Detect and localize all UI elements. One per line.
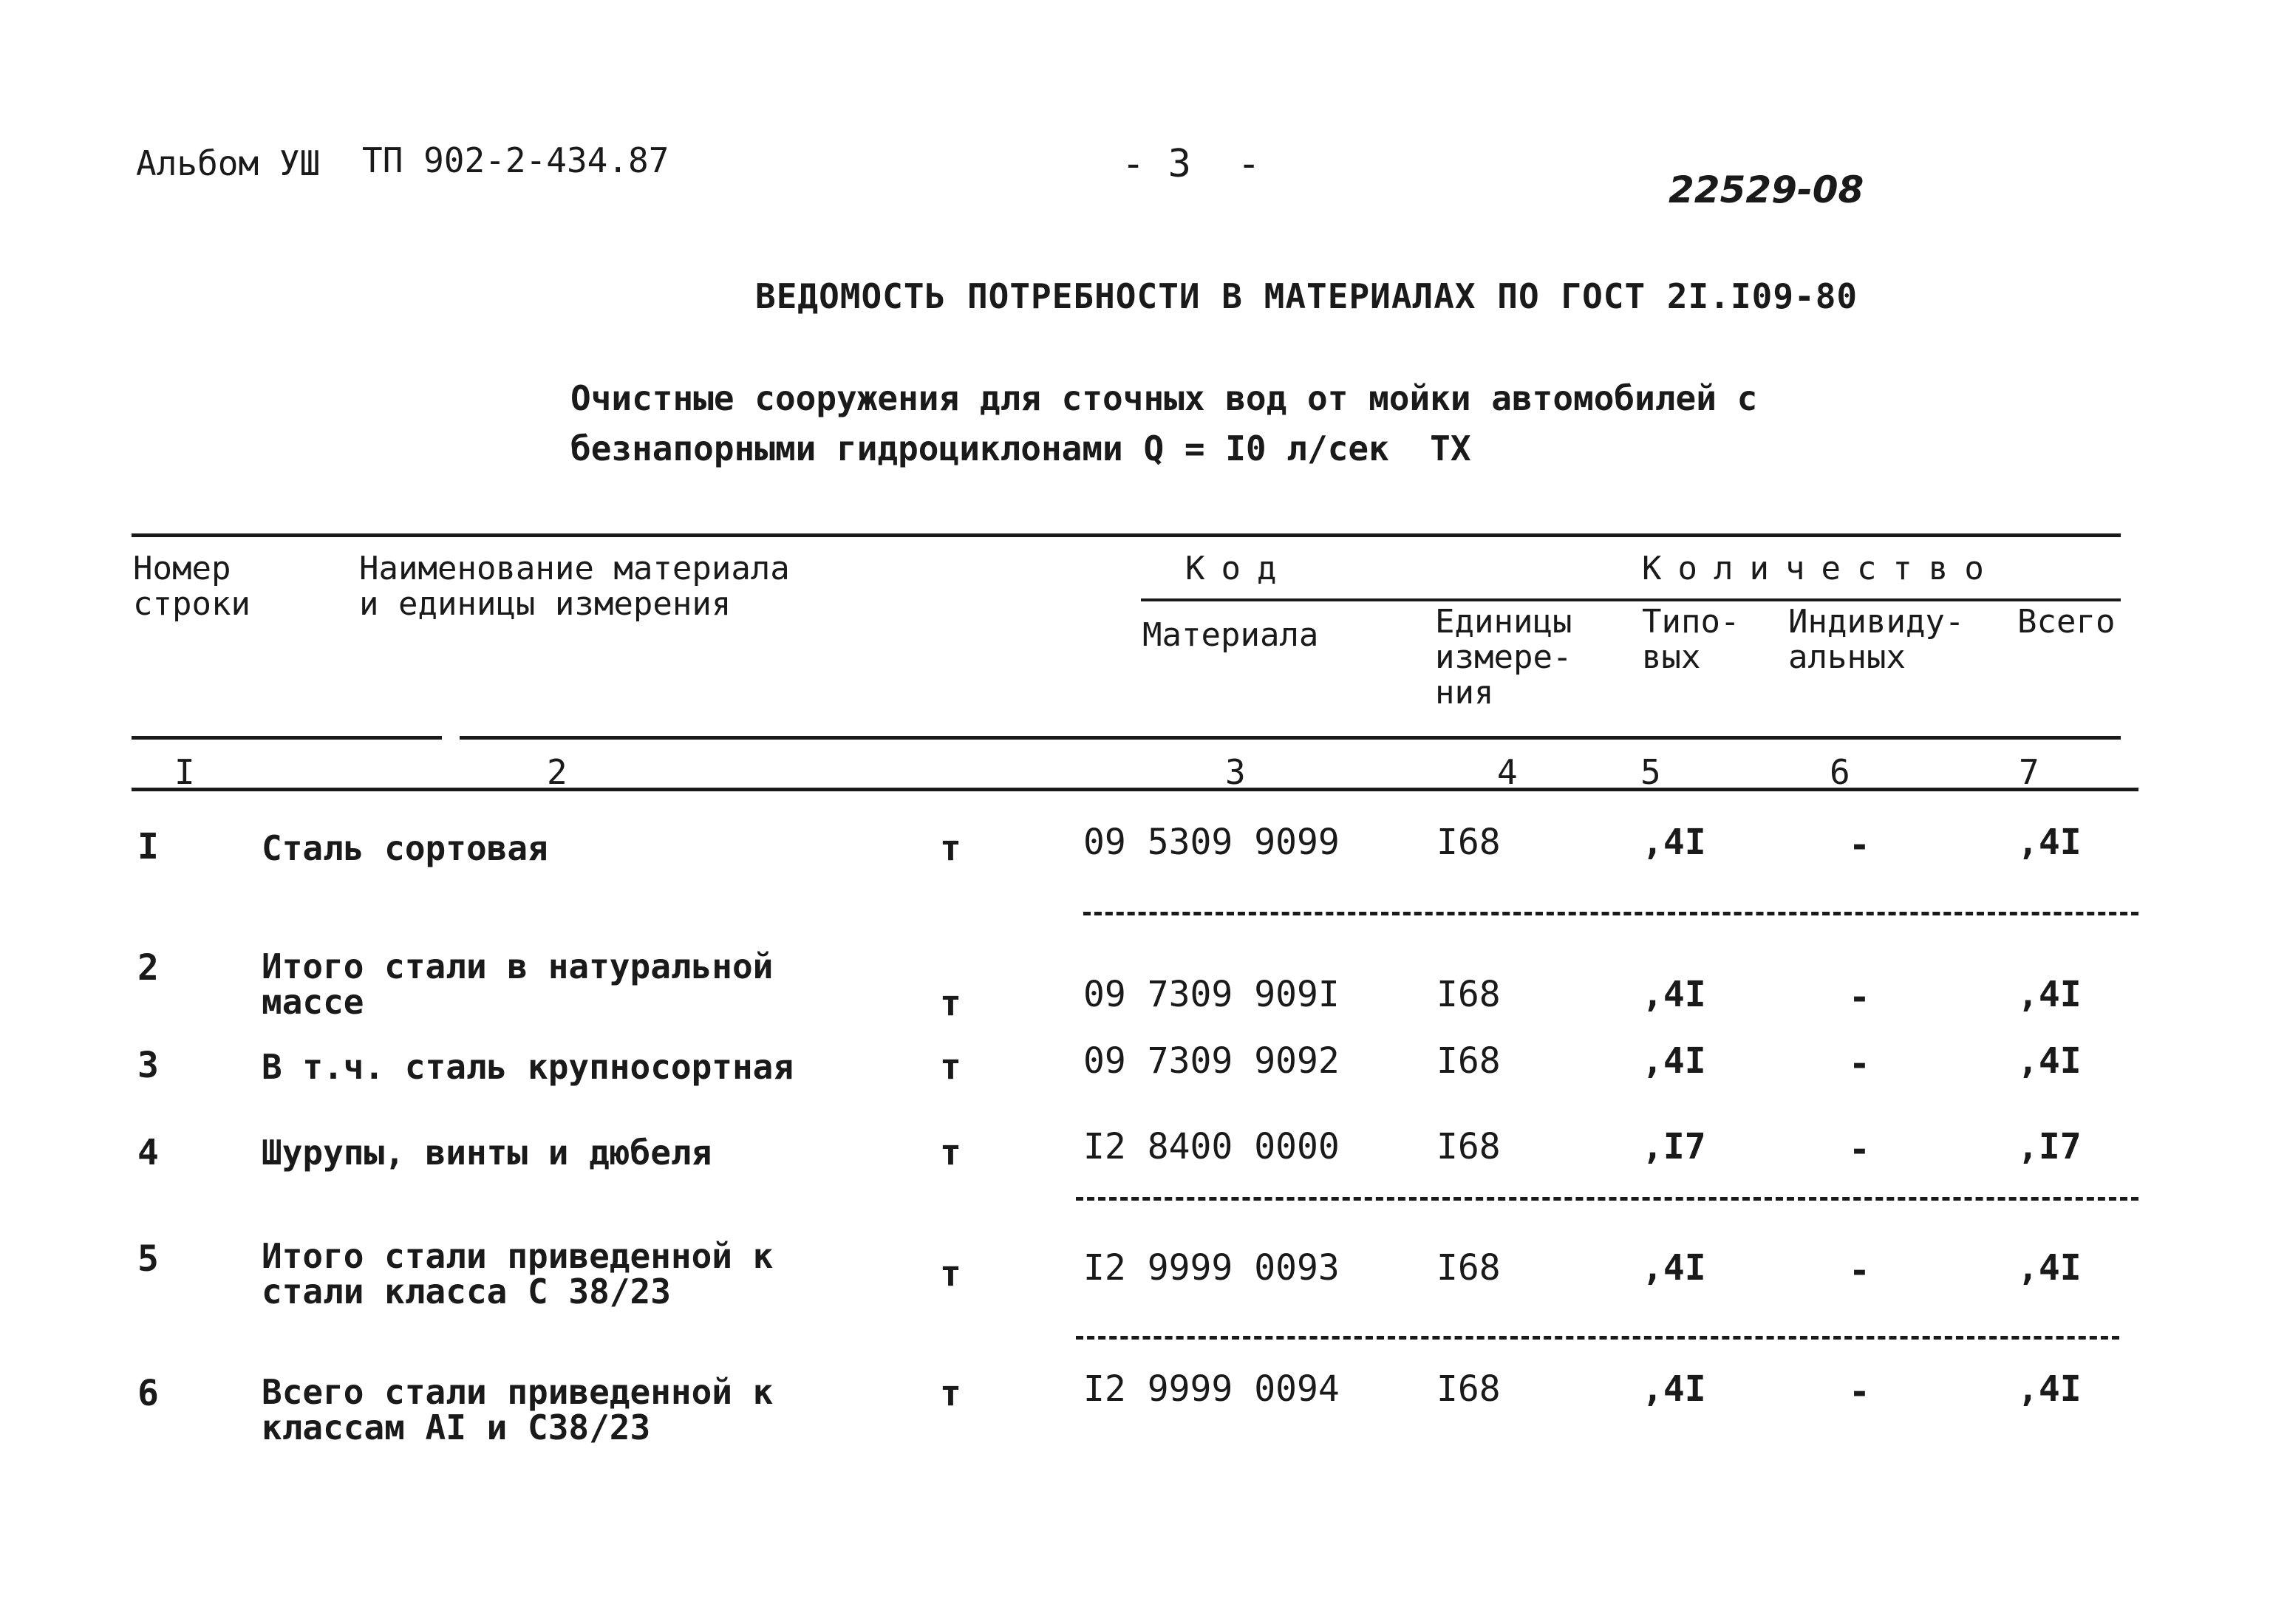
header-name: Наименование материала и единицы измерения xyxy=(359,550,790,623)
page-title: ВЕДОМОСТЬ ПОТРЕБНОСТИ В МАТЕРИАЛАХ ПО ГОСТ 2I.I09-80 xyxy=(755,276,1858,316)
material-name: Сталь сортовая xyxy=(262,828,548,868)
header-code: Код xyxy=(1185,550,1293,587)
unit: т xyxy=(940,1046,961,1088)
header-code-unit: Единицы измере- ния xyxy=(1435,603,1572,712)
material-code: I2 9999 0094 xyxy=(1083,1368,1340,1410)
unit: т xyxy=(940,828,961,869)
row-number: 5 xyxy=(137,1238,159,1280)
qty-individual: - xyxy=(1849,1043,1870,1085)
unit-code: I68 xyxy=(1436,974,1501,1015)
header-code-material: Материала xyxy=(1142,616,1319,654)
unit-code: I68 xyxy=(1436,1126,1501,1167)
qty-typical: ,I7 xyxy=(1642,1126,1706,1167)
row-separator xyxy=(1076,1336,2119,1340)
col-number-4: 4 xyxy=(1497,752,1518,792)
header-bottom-rule-b xyxy=(460,736,2121,740)
table-top-rule xyxy=(132,533,2121,537)
material-name: Шурупы, винты и дюбеля xyxy=(262,1133,712,1173)
material-code: 09 7309 909I xyxy=(1083,974,1340,1015)
qty-total: ,4I xyxy=(2017,1247,2082,1289)
unit: т xyxy=(940,1373,961,1414)
row-number: 2 xyxy=(137,947,159,989)
qty-typical: ,4I xyxy=(1642,822,1706,863)
unit: т xyxy=(940,983,961,1024)
subtitle-line-1: Очистные сооружения для сточных вод от мойки автомобилей с xyxy=(570,378,1758,418)
qty-individual: - xyxy=(1849,977,1870,1018)
qty-total: ,4I xyxy=(2017,974,2082,1015)
col-number-1: I xyxy=(174,752,195,792)
header-row-no: Номер строки xyxy=(133,550,250,623)
qty-total: ,4I xyxy=(2017,822,2082,863)
qty-individual: - xyxy=(1849,1129,1870,1170)
album-label: Альбом УШ xyxy=(136,143,321,183)
col-number-7: 7 xyxy=(2019,752,2039,792)
header-quantity: Количество xyxy=(1642,550,2000,587)
unit-code: I68 xyxy=(1436,1040,1501,1082)
material-code: 09 7309 9092 xyxy=(1083,1040,1340,1082)
row-number: 3 xyxy=(137,1045,159,1086)
tp-label: ТП 902-2-434.87 xyxy=(362,140,669,180)
col-number-2: 2 xyxy=(547,752,568,792)
col-number-6: 6 xyxy=(1830,752,1850,792)
material-code: I2 9999 0093 xyxy=(1083,1247,1340,1289)
unit-code: I68 xyxy=(1436,1247,1501,1289)
col-number-3: 3 xyxy=(1225,752,1246,792)
qty-typical: ,4I xyxy=(1642,1040,1706,1082)
header-q-typical: Типо- вых xyxy=(1642,603,1740,676)
qty-total: ,I7 xyxy=(2017,1126,2082,1167)
unit: т xyxy=(940,1253,961,1294)
material-name: Итого стали в натуральной массе xyxy=(262,946,774,1022)
qty-total: ,4I xyxy=(2017,1040,2082,1082)
col-number-5: 5 xyxy=(1640,752,1661,792)
code-qty-header-rule xyxy=(1141,598,2121,601)
qty-typical: ,4I xyxy=(1642,1368,1706,1410)
header-q-total: Всего xyxy=(2017,603,2116,641)
header-bottom-rule-a xyxy=(132,736,442,740)
qty-typical: ,4I xyxy=(1642,974,1706,1015)
subtitle-line-2: безнапорными гидроциклонами Q = I0 л/сек ТХ xyxy=(570,429,1471,468)
material-code: 09 5309 9099 xyxy=(1083,822,1340,863)
doc-number: 22529-08 xyxy=(1669,168,1864,211)
material-name: В т.ч. сталь крупносортная xyxy=(262,1047,794,1087)
qty-individual: - xyxy=(1849,1250,1870,1292)
unit-code: I68 xyxy=(1436,822,1501,863)
material-code: I2 8400 0000 xyxy=(1083,1126,1340,1167)
row-separator xyxy=(1083,912,2138,915)
material-name: Всего стали приведенной к классам АI и С38/23 xyxy=(262,1372,774,1447)
page-number: - 3 - xyxy=(1122,142,1261,186)
row-number: 6 xyxy=(137,1373,159,1414)
row-number: I xyxy=(137,826,159,867)
unit-code: I68 xyxy=(1436,1368,1501,1410)
row-separator xyxy=(1076,1197,2138,1201)
qty-typical: ,4I xyxy=(1642,1247,1706,1289)
row-number: 4 xyxy=(137,1132,159,1173)
qty-individual: - xyxy=(1849,1371,1870,1413)
header-q-individual: Индивиду- альных xyxy=(1788,603,1965,676)
qty-total: ,4I xyxy=(2017,1368,2082,1410)
unit: т xyxy=(940,1132,961,1173)
material-name: Итого стали приведенной к стали класса С 38/23 xyxy=(262,1236,774,1311)
qty-individual: - xyxy=(1849,825,1870,866)
